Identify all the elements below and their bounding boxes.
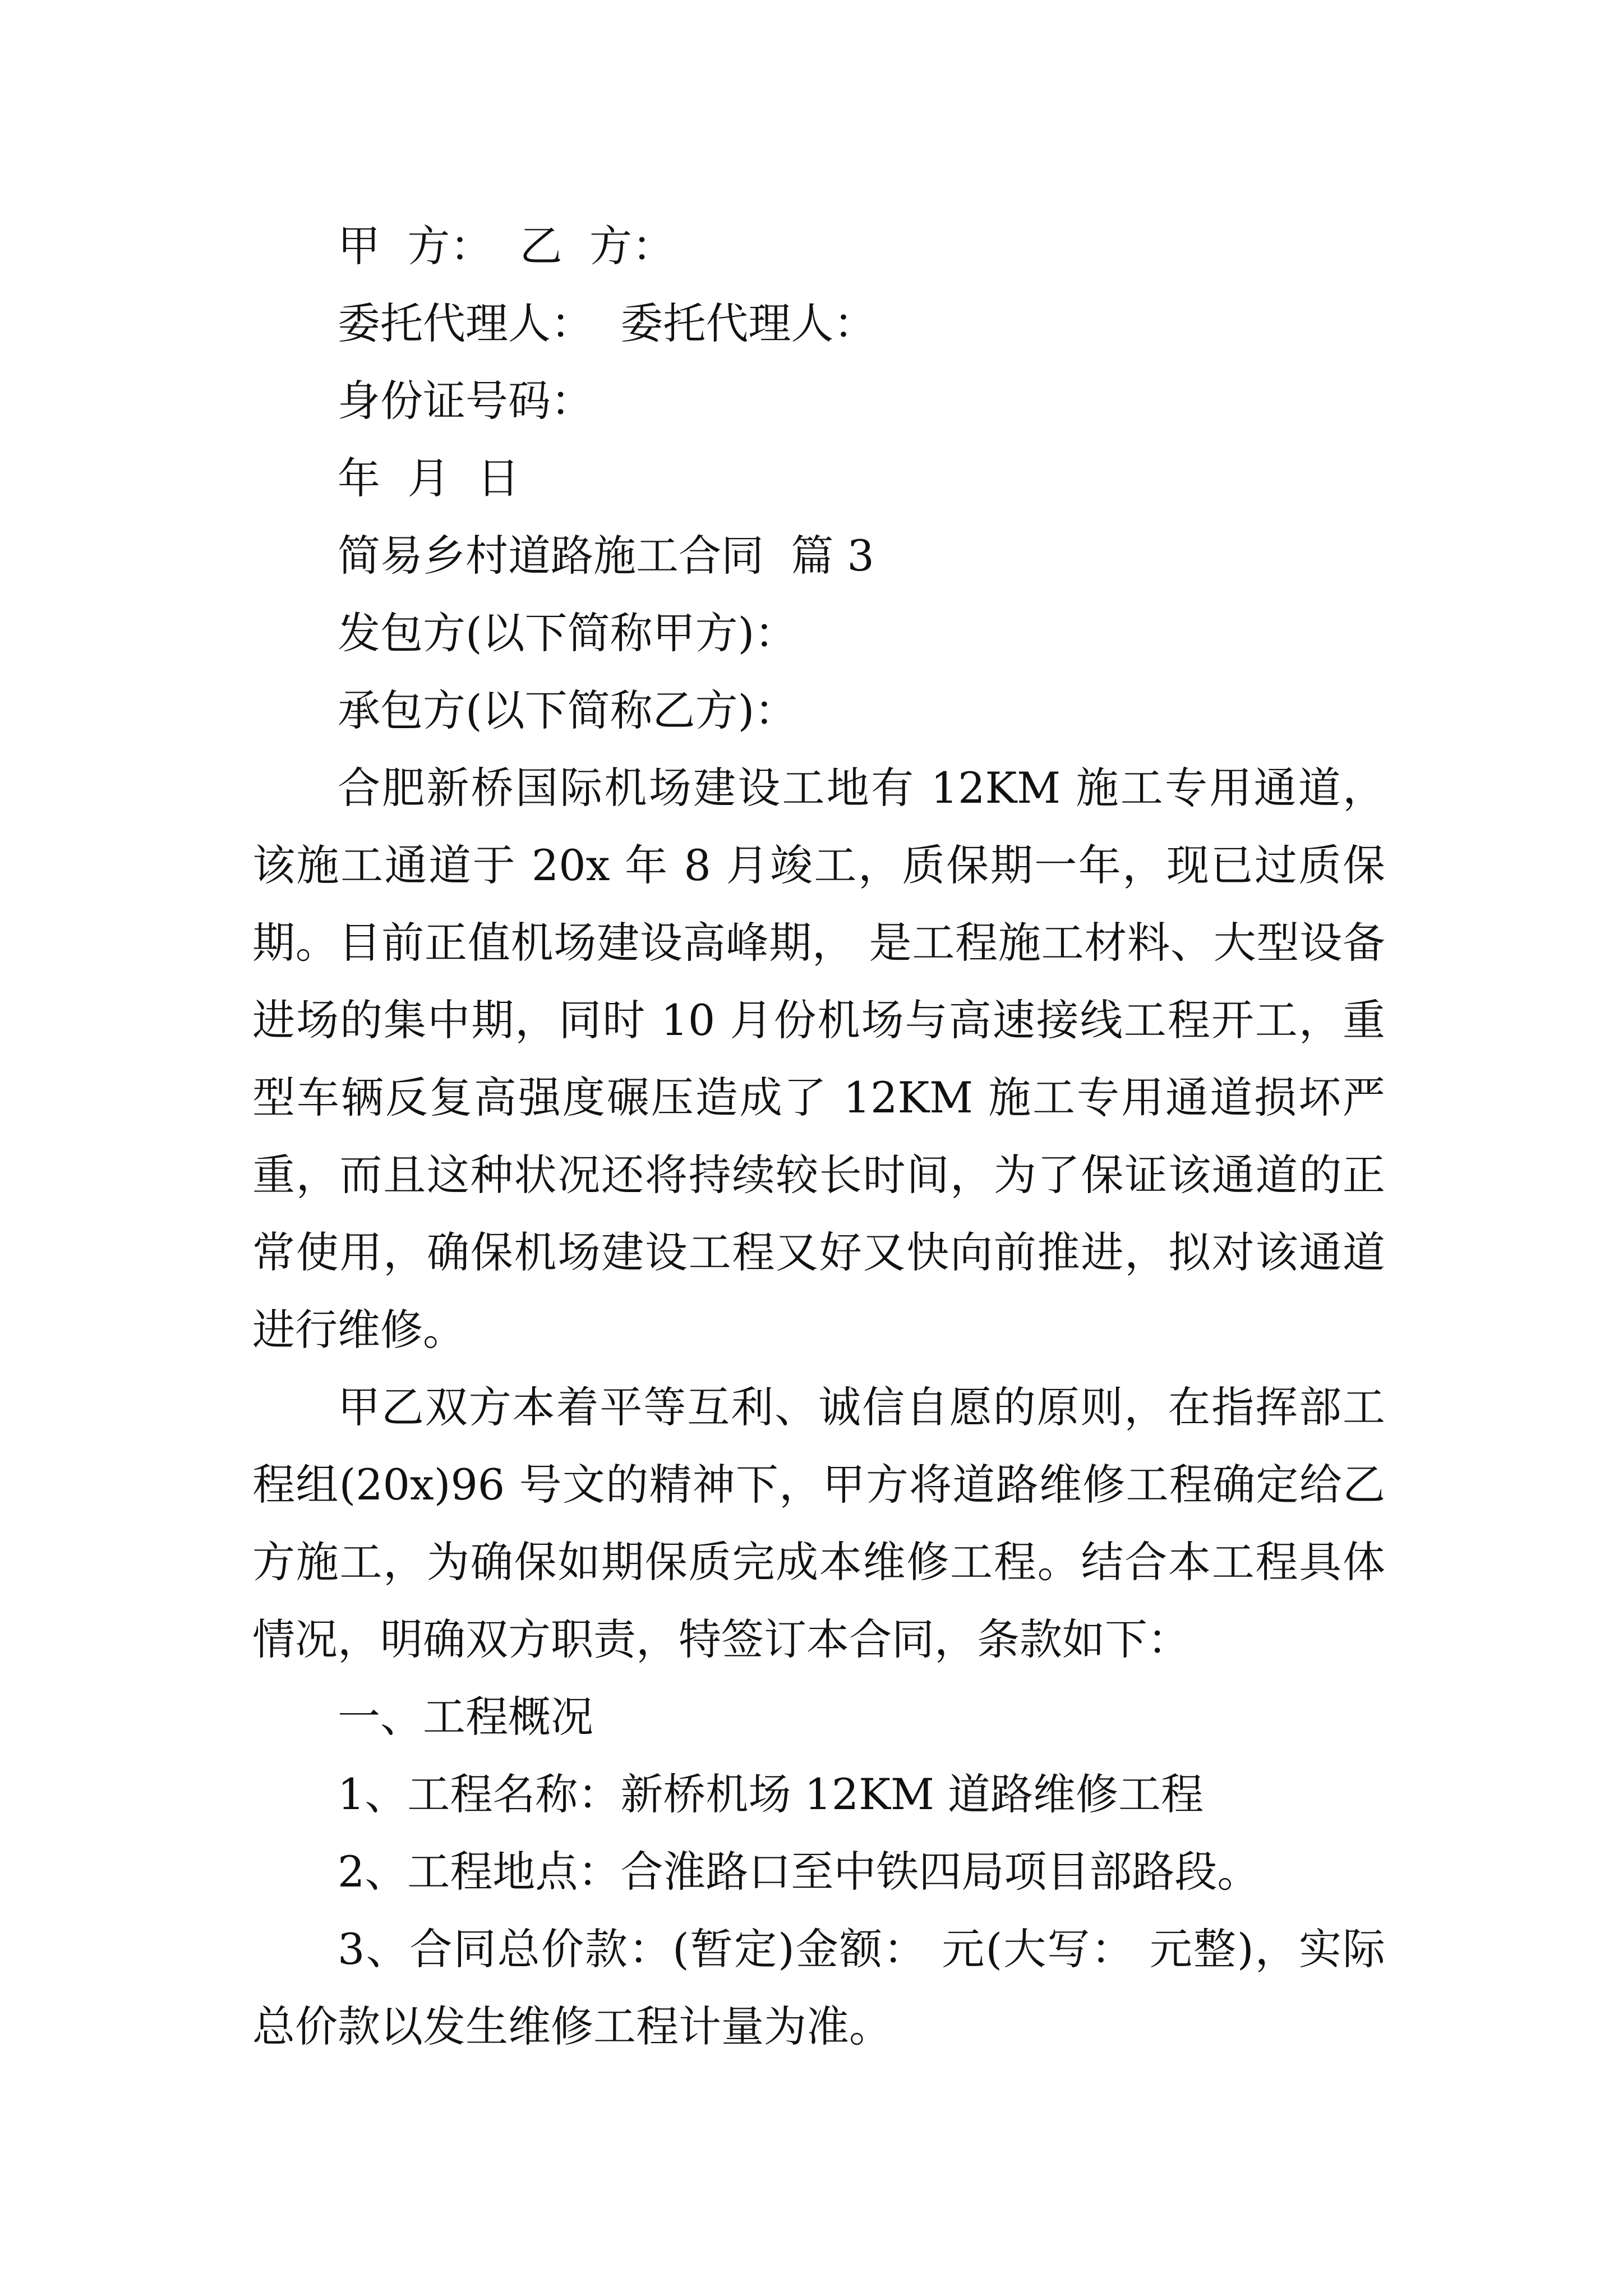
agreement-paragraph: 甲乙双方本着平等互利、诚信自愿的原则，在指挥部工程组(20x)96 号文的精神下，甲方将道路维修工程确定给乙方施工，为确保如期保质完成本维修工程。结合本工程具体情况，明确双方职责，特签订本合同，条款如下： bbox=[252, 1382, 1385, 1664]
agent-line: 委托代理人： 委托代理人： bbox=[338, 298, 877, 348]
background-paragraph: 合肥新桥国际机场建设工地有 12KM 施工专用通道，该施工通道于 20x 年 8 月竣工，质保期一年，现已过质保期。目前正值机场建设高峰期， 是工程施工材料、大型设备进场的集中期，同时 10 月份机场与高速接线工程开工，重型车辆反复高强度碾压造成了 12KM 施工专用通道损坏严重，而且这种状况还将持续较长时间，为了保证该通道的正常使用，确保机场建设工程又好又快向前推进，拟对该通道进行维修。 bbox=[252, 763, 1385, 1355]
document-body bbox=[252, 208, 1385, 2065]
date-line: 年 月 日 bbox=[338, 453, 520, 503]
clause-item-3: 3、合同总价款：(暂定)金额： 元(大写： 元整)，实际总价款以发生维修工程计量为准。 bbox=[252, 1924, 1385, 2051]
contractor-line: 承包方(以下简称乙方)： bbox=[338, 685, 797, 735]
employer-line: 发包方(以下简称甲方)： bbox=[338, 608, 797, 658]
clause-item-1: 1、工程名称：新桥机场 12KM 道路维修工程 bbox=[338, 1769, 1204, 1819]
party-line: 甲 方： 乙 方： bbox=[338, 221, 675, 271]
id-number-line: 身份证号码： bbox=[338, 376, 593, 426]
clause-item-2: 2、工程地点：合淮路口至中铁四局项目部路段。 bbox=[338, 1847, 1260, 1897]
section-heading: 简易乡村道路施工合同 篇 3 bbox=[338, 531, 874, 581]
clause-heading: 一、工程概况 bbox=[338, 1692, 593, 1742]
